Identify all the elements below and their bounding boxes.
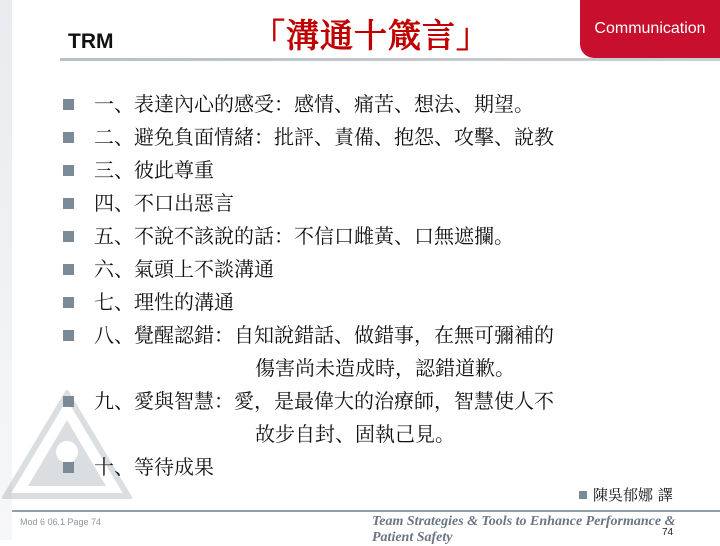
square-bullet-icon	[63, 132, 74, 143]
list-item-text: 一、表達內心的感受：感情、痛苦、想法、期望。	[94, 92, 534, 116]
list-item	[66, 88, 554, 121]
square-bullet-icon	[63, 396, 74, 407]
square-bullet-icon	[63, 462, 74, 473]
list-item	[66, 451, 554, 484]
square-bullet-icon	[63, 264, 74, 275]
square-bullet-icon	[63, 231, 74, 242]
communication-tab	[580, 0, 720, 58]
list-item	[66, 253, 554, 286]
list-item-text: 七、理性的溝通	[94, 290, 234, 314]
translator-credit	[579, 484, 673, 505]
square-bullet-icon	[63, 330, 74, 341]
list-item-text: 二、避免負面情緒：批評、責備、抱怨、攻擊、說教	[94, 125, 554, 149]
list-item	[66, 385, 554, 451]
list-item	[66, 121, 554, 154]
list-item-continuation: 故步自封、固執己見。	[255, 422, 455, 446]
square-bullet-icon	[63, 297, 74, 308]
list-item-text: 六、氣頭上不談溝通	[94, 257, 274, 281]
header-divider	[60, 58, 720, 61]
list-item	[66, 154, 554, 187]
list-item	[66, 286, 554, 319]
list-item-continuation: 傷害尚未造成時，認錯道歉。	[255, 356, 515, 380]
square-bullet-icon	[579, 491, 587, 499]
square-bullet-icon	[63, 165, 74, 176]
page-number: 74	[662, 527, 674, 538]
footer-divider	[12, 510, 720, 512]
list-item-text: 九、愛與智慧：愛，是最偉大的治療師，智慧使人不	[94, 389, 554, 413]
translator-credit-text: 陳吳郁娜 譯	[593, 486, 673, 504]
list-item-text: 五、不說不該說的話：不信口雌黃、口無遮攔。	[94, 224, 514, 248]
list-item-text: 八、覺醒認錯：自知說錯話、做錯事，在無可彌補的	[94, 323, 554, 347]
communication-tab-label: Communication	[594, 20, 706, 37]
list-item	[66, 319, 554, 385]
list-item	[66, 220, 554, 253]
module-page-label: Mod 6 06.1 Page 74	[20, 517, 102, 527]
footer-tagline: Team Strategies & Tools to Enhance Performance & Patient Safety	[372, 514, 676, 545]
list-item-text: 三、彼此尊重	[94, 158, 214, 182]
principle-list	[66, 88, 554, 484]
list-item-text: 十、等待成果	[94, 455, 214, 479]
page-title: 「溝通十箴言」	[252, 16, 490, 55]
list-item	[66, 187, 554, 220]
square-bullet-icon	[63, 99, 74, 110]
list-item-text: 四、不口出惡言	[94, 191, 234, 215]
trm-logo: TRM	[68, 30, 114, 53]
square-bullet-icon	[63, 198, 74, 209]
